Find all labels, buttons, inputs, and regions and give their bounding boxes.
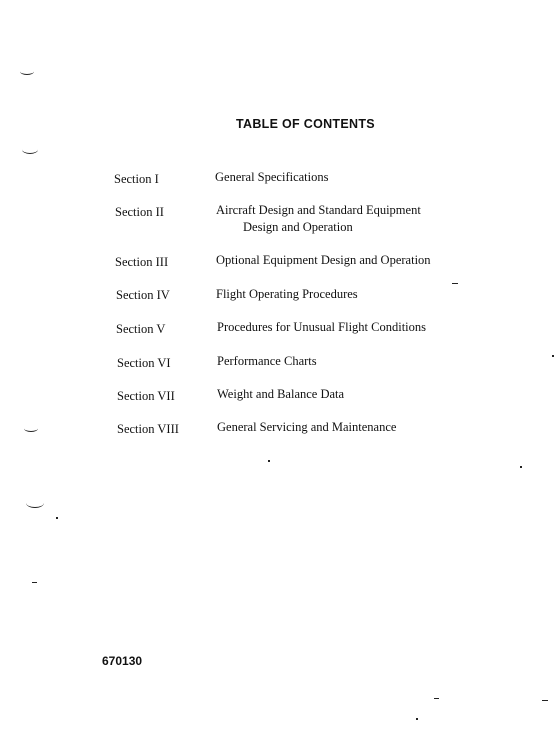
section-label: Section V bbox=[116, 322, 166, 336]
section-title: Performance Charts bbox=[217, 354, 317, 368]
section-title-line2: Design and Operation bbox=[243, 220, 353, 234]
section-title: Procedures for Unusual Flight Conditions bbox=[217, 320, 427, 334]
section-title: General Specifications bbox=[215, 170, 329, 184]
section-label: Section IV bbox=[116, 288, 170, 302]
section-title: Aircraft Design and Standard Equipment bbox=[216, 203, 421, 217]
section-label: Section III bbox=[115, 255, 169, 269]
punch-hole-mark bbox=[24, 425, 38, 432]
punch-hole-mark bbox=[22, 145, 38, 154]
section-label: Section VII bbox=[117, 389, 175, 403]
speck-mark bbox=[416, 718, 418, 720]
section-title: Weight and Balance Data bbox=[217, 387, 345, 401]
section-label: Section VI bbox=[117, 356, 171, 370]
speck-mark bbox=[520, 466, 522, 468]
section-label: Section II bbox=[115, 205, 164, 219]
punch-hole-mark bbox=[20, 68, 34, 75]
speck-mark bbox=[542, 700, 548, 701]
section-label: Section VIII bbox=[117, 422, 179, 436]
speck-mark bbox=[552, 355, 554, 357]
punch-hole-mark bbox=[26, 498, 44, 508]
section-title: General Servicing and Maintenance bbox=[217, 420, 397, 434]
section-label: Section I bbox=[114, 172, 159, 186]
speck-mark bbox=[434, 698, 439, 699]
speck-mark bbox=[32, 582, 37, 583]
section-title: Flight Operating Procedures bbox=[216, 287, 358, 301]
speck-mark bbox=[56, 517, 58, 519]
speck-mark bbox=[452, 283, 458, 284]
toc-title: TABLE OF CONTENTS bbox=[236, 117, 375, 131]
section-title: Optional Equipment Design and Operation bbox=[216, 253, 431, 267]
speck-mark bbox=[268, 460, 270, 462]
document-number: 670130 bbox=[102, 654, 143, 668]
